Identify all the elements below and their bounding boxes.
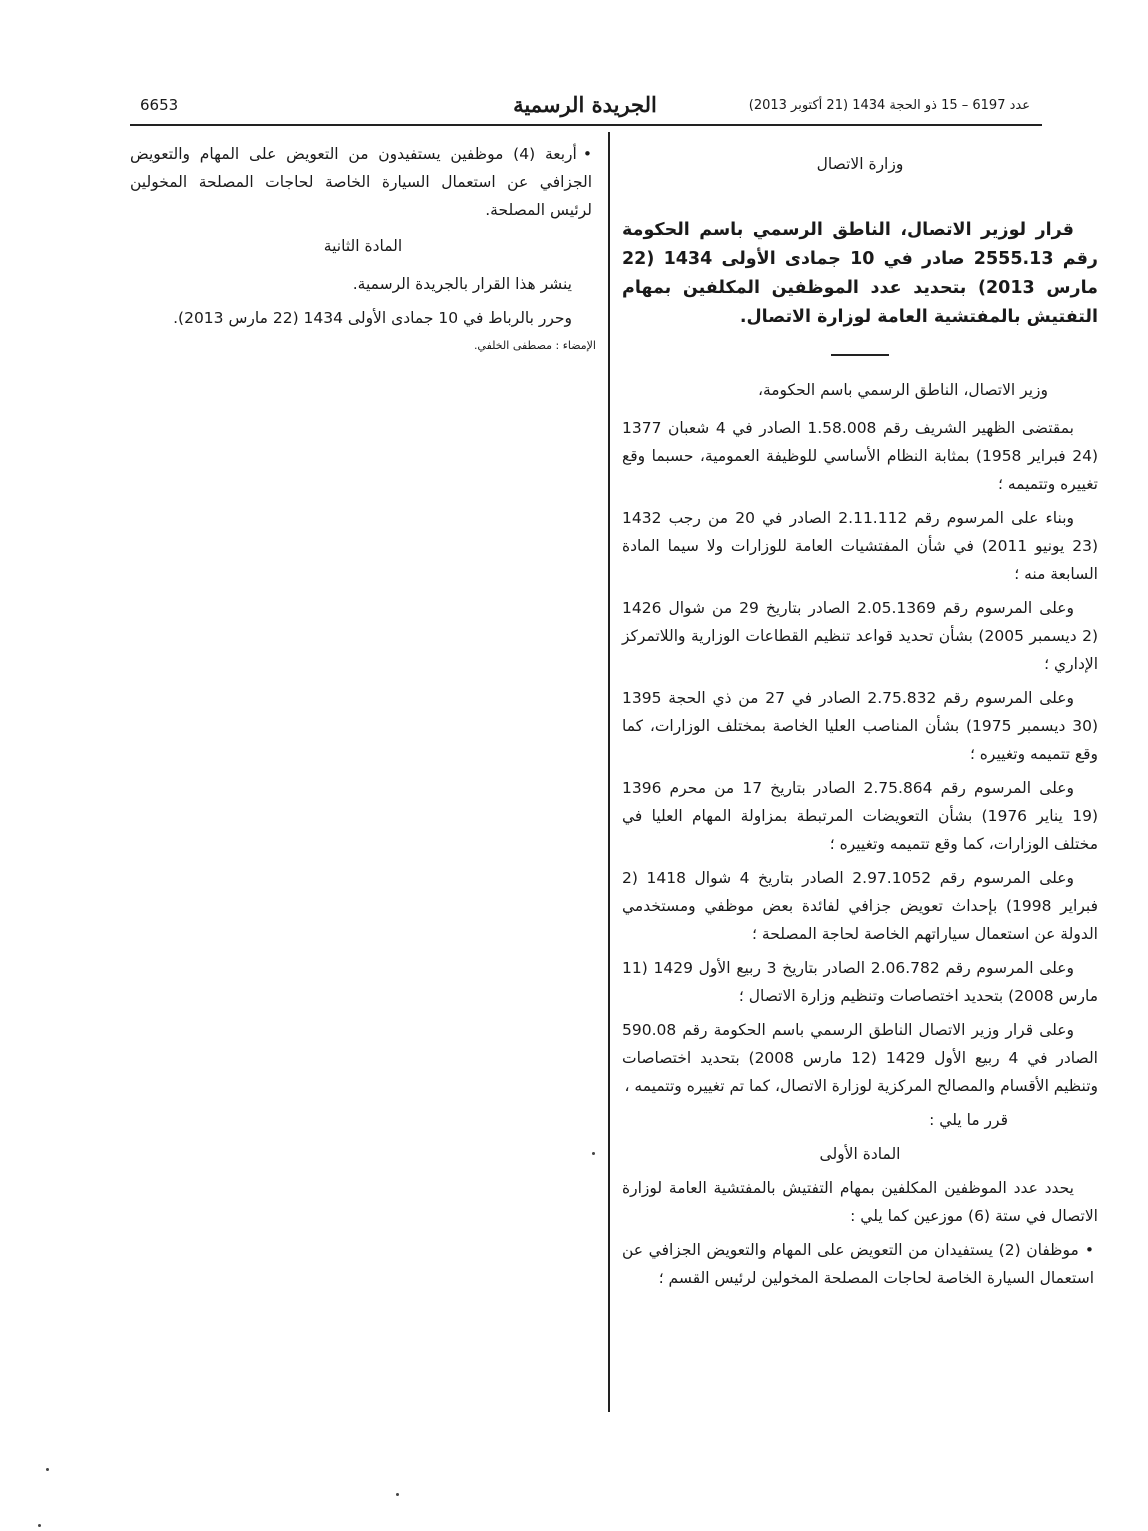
right-column	[622, 150, 1098, 1298]
article-1-text: يحدد عدد الموظفين المكلفين بمهام التفتيش بالمفتشية العامة لوزارة الاتصال في ستة (6) موزعين كما يلي :	[622, 1179, 1098, 1225]
title-separator	[831, 354, 889, 356]
bullet-text: أربعة (4) موظفين يستفيدون من التعويض على المهام والتعويض الجزافي عن استعمال السيارة الخاصة لحاجات المصلحة المخولين لرئيس المصلحة.	[130, 145, 592, 219]
article-2-title: المادة الثانية	[323, 237, 403, 255]
scan-speck	[38, 1524, 41, 1527]
scan-speck	[592, 1152, 595, 1155]
preamble-paragraph: وعلى المرسوم رقم 2.97.1052 الصادر بتاريخ 4 شوال 1418 (2 فبراير 1998) بإحداث تعويض جزافي لفائدة بعض موظفي ومستخدمي الدولة عن استعمال سياراتهم الخاصة لحاجة المصلحة ؛	[622, 869, 1098, 943]
minister-line: وزير الاتصال، الناطق الرسمي باسم الحكومة،	[757, 381, 1048, 399]
article-1-title: المادة الأولى	[819, 1145, 901, 1163]
ministry-name: وزارة الاتصال	[816, 155, 904, 173]
column-divider	[608, 132, 610, 1412]
preamble-paragraph: وعلى المرسوم رقم 2.05.1369 الصادر بتاريخ 29 من شوال 1426 (2 ديسمبر 2005) بشأن تحديد قواعد تنظيم القطاعات الوزارية واللاتمركز الإداري ؛	[622, 599, 1099, 673]
scan-speck	[396, 1493, 399, 1496]
preamble-paragraph: بمقتضى الظهير الشريف رقم 1.58.008 الصادر في 4 شعبان 1377 (24 فبراير 1958) بمثابة النظام الأساسي للوظيفة العمومية، حسبما وقع تغييره وتتميمه ؛	[622, 419, 1099, 493]
page-header	[140, 92, 1030, 122]
decides-line: قرر ما يلي :	[929, 1111, 1008, 1129]
article-1-bullet	[622, 1236, 1098, 1292]
preamble-paragraph: وعلى المرسوم رقم 2.75.864 الصادر بتاريخ 17 من محرم 1396 (19 يناير 1976) بشأن التعويضات المرتبطة بمزاولة المهام العليا في مختلف الوزارات، كما وقع تتميمه وتغييره ؛	[622, 779, 1098, 853]
journal-title: الجريدة الرسمية	[513, 92, 657, 117]
page-number: 6653	[140, 96, 179, 114]
decision-title: قرار لوزير الاتصال، الناطق الرسمي باسم الحكومة رقم 2555.13 صادر في 10 جمادى الأولى 1434 (22 مارس 2013) بتحديد عدد الموظفين المكلفين بمهام التفتيش بالمفتشية العامة لوزارة الاتصال.	[622, 220, 1098, 327]
header-rule	[130, 124, 1042, 126]
issue-info: عدد 6197 – 15 ذو الحجة 1434 (21 أكتوبر 2013)	[748, 98, 1030, 113]
signature-line: الإمضاء : مصطفى الخلفي.	[473, 339, 596, 352]
preamble-paragraph: وعلى المرسوم رقم 2.06.782 الصادر بتاريخ 3 ربيع الأول 1429 (11 مارس 2008) بتحديد اختصاصات وتنظيم وزارة الاتصال ؛	[622, 959, 1098, 1005]
article-2-text: ينشر هذا القرار بالجريدة الرسمية.	[352, 275, 572, 293]
bullet-icon: •	[1084, 1241, 1094, 1259]
bullet-icon: •	[582, 145, 592, 163]
preamble-paragraph: وعلى قرار وزير الاتصال الناطق الرسمي باسم الحكومة رقم 590.08 الصادر في 4 ربيع الأول 1429 (12 مارس 2008) بتحديد اختصاصات وتنظيم الأقسام والمصالح المركزية لوزارة الاتصال، كما تم تغييره وتتميمه ،	[622, 1021, 1098, 1095]
left-column	[130, 140, 596, 360]
preamble-paragraph: وبناء على المرسوم رقم 2.11.112 الصادر في 20 من رجب 1432 (23 يونيو 2011) في شأن المفتشيات العامة للوزارات ولا سيما المادة السابعة منه ؛	[622, 509, 1098, 583]
article-1-bullet-continued	[130, 140, 596, 224]
bullet-text: موظفان (2) يستفيدان من التعويض على المهام والتعويض الجزافي عن استعمال السيارة الخاصة لحاجات المصلحة المخولين لرئيس القسم ؛	[622, 1241, 1094, 1287]
scan-speck	[46, 1468, 49, 1471]
done-at-line: وحرر بالرباط في 10 جمادى الأولى 1434 (22 مارس 2013).	[173, 309, 572, 327]
preamble-paragraph: وعلى المرسوم رقم 2.75.832 الصادر في 27 من ذي الحجة 1395 (30 ديسمبر 1975) بشأن المناصب العليا الخاصة بمختلف الوزارات، كما وقع تتميمه وتغييره ؛	[622, 689, 1099, 763]
